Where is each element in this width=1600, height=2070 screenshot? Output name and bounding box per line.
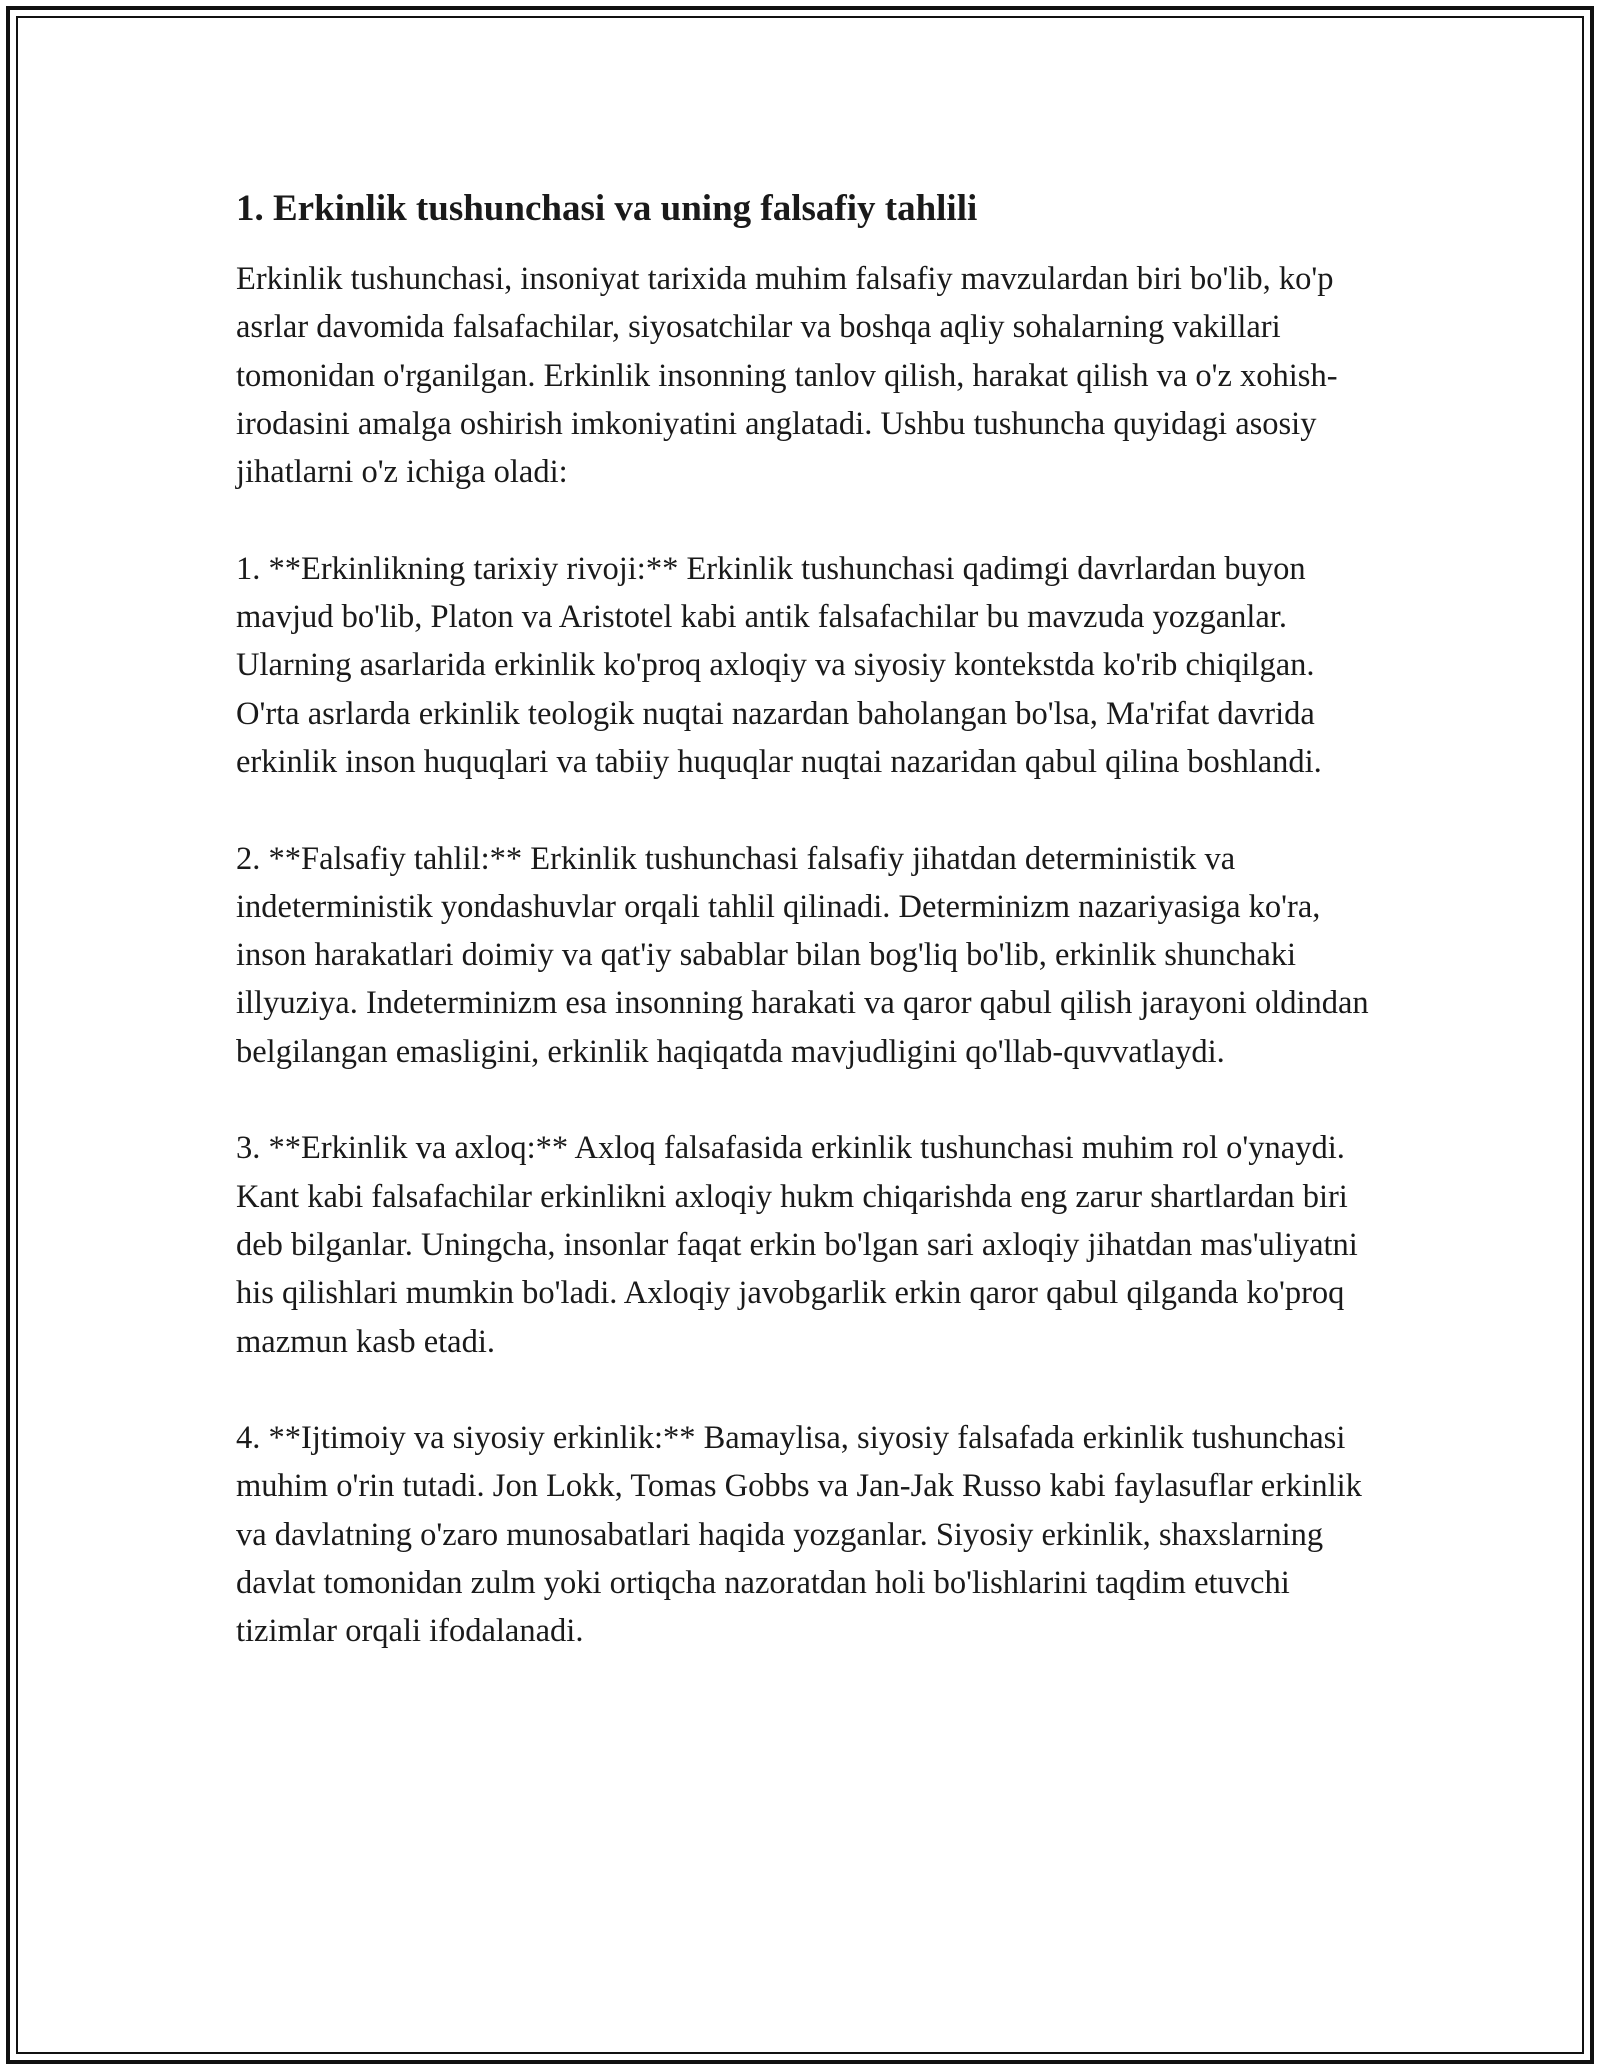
section-heading: 1. Erkinlik tushunchasi va uning falsafiy tahlili xyxy=(236,188,978,229)
intro-paragraph: Erkinlik tushunchasi, insoniyat tarixida muhim falsafiy mavzulardan biri bo'lib, ko'p asrlar davomida falsafachilar, siyosatchilar va boshqa aqliy sohalarning vakillari tomonidan o'rganilgan. Erkinlik insonning tanlov qilish, harakat qilish va o'z xohish-irodasini amalga oshirish imkoniyatini anglatadi. Ushbu tushuncha quyidagi asosiy jihatlarni o'z ichiga oladi: xyxy=(236,261,1338,491)
point-4-paragraph: 4. **Ijtimoiy va siyosiy erkinlik:** Bamaylisa, siyosiy falsafada erkinlik tushunchasi muhim o'rin tutadi. Jon Lokk, Tomas Gobbs va Jan-Jak Russo kabi faylasuflar erkinlik va davlatning o'zaro munosabatlari haqida yozganlar. Siyosiy erkinlik, shaxslarning davlat tomonidan zulm yoki ortiqcha nazoratdan holi bo'lishlarini taqdim etuvchi tizimlar orqali ifodalanadi. xyxy=(236,1420,1362,1650)
point-2-paragraph: 2. **Falsafiy tahlil:** Erkinlik tushunchasi falsafiy jihatdan deterministik va indeterministik yondashuvlar orqali tahlil qilinadi. Determinizm nazariyasiga ko'ra, inson harakatlari doimiy va qat'iy sabablar bilan bog'liq bo'lib, erkinlik shunchaki illyuziya. Indeterminizm esa insonning harakati va qaror qabul qilish jarayoni oldindan belgilangan emasligini, erkinlik haqiqatda mavjudligini qo'llab-quvvatlaydi. xyxy=(236,840,1369,1070)
point-3-paragraph: 3. **Erkinlik va axloq:** Axloq falsafasida erkinlik tushunchasi muhim rol o'ynaydi. Kant kabi falsafachilar erkinlikni axloqiy hukm chiqarishda eng zarur shartlardan biri deb bilganlar. Uningcha, insonlar faqat erkin bo'lgan sari axloqiy jihatdan mas'uliyatni his qilishlari mumkin bo'ladi. Axloqiy javobgarlik erkin qaror qabul qilganda ko'proq mazmun kasb etadi. xyxy=(236,1130,1358,1360)
document-body xyxy=(236,185,1376,1704)
point-1-paragraph: 1. **Erkinlikning tarixiy rivoji:** Erkinlik tushunchasi qadimgi davrlardan buyon mavjud bo'lib, Platon va Aristotel kabi antik falsafachilar bu mavzuda yozganlar. Ularning asarlarida erkinlik ko'proq axloqiy va siyosiy kontekstda ko'rib chiqilgan. O'rta asrlarda erkinlik teologik nuqtai nazardan baholangan bo'lsa, Ma'rifat davrida erkinlik inson huquqlari va tabiiy huquqlar nuqtai nazaridan qabul qilina boshlandi. xyxy=(236,550,1322,780)
